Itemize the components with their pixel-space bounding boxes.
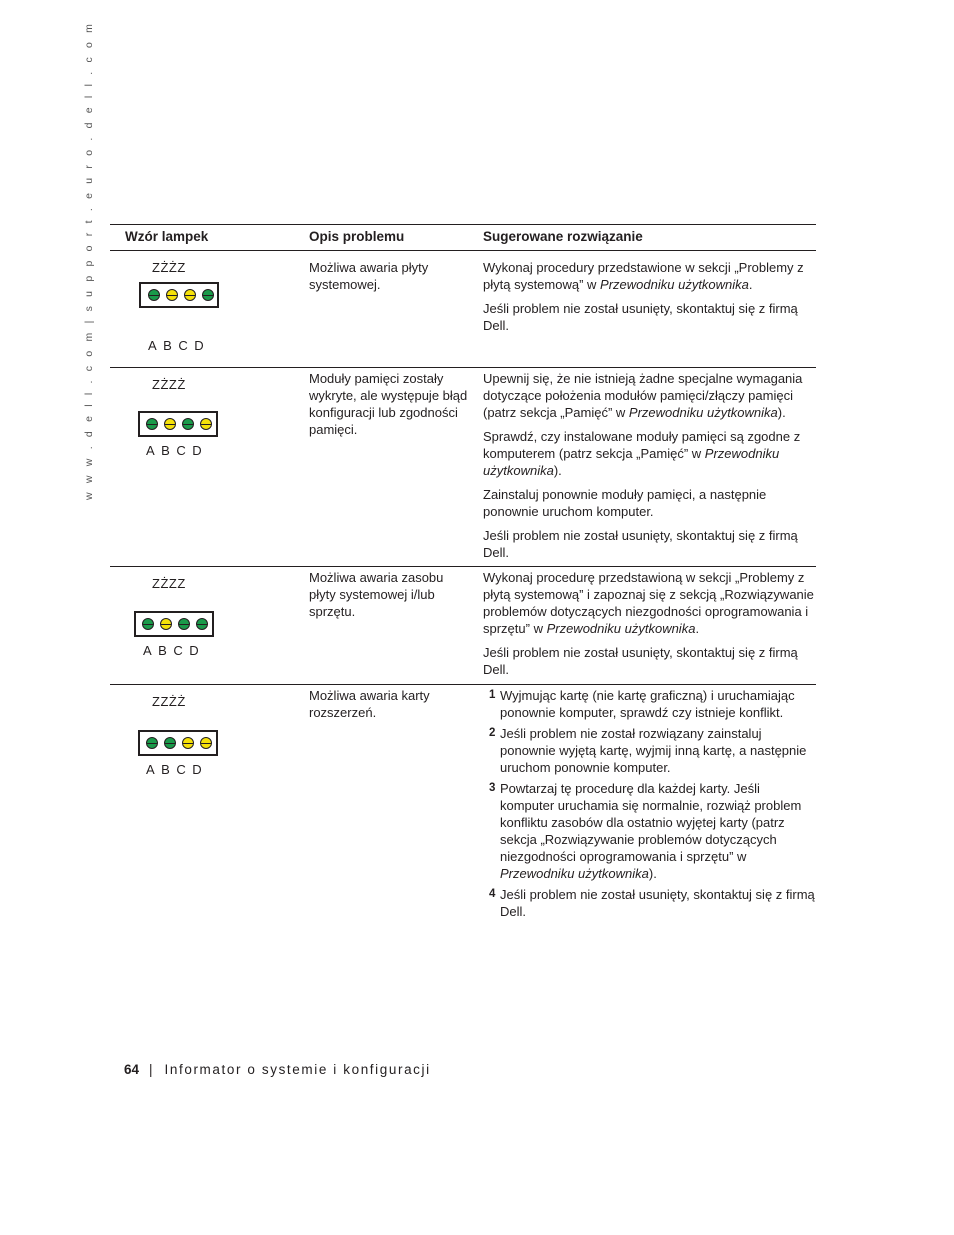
solution-paragraph: Jeśli problem nie został usunięty, skontaktuj się z firmą Dell.	[483, 528, 798, 560]
solution-text: ).	[553, 463, 562, 478]
light-d-icon	[200, 418, 212, 430]
light-a-icon	[148, 289, 160, 301]
light-c-icon	[184, 289, 196, 301]
step-number: 4	[489, 888, 496, 900]
light-letters: ABCD	[146, 443, 209, 458]
solution-text: ).	[777, 405, 786, 420]
step-text: Jeśli problem nie został rozwiązany zainstaluj ponownie wyjętą kartę, wyjmij inną kartę, a następnie uruchom ponownie komputer.	[500, 726, 807, 775]
problem-description: Możliwa awaria zasobu płyty systemowej i/lub sprzętu.	[309, 570, 444, 619]
step-text: Wyjmując kartę (nie kartę graficzną) i uruchamiając ponownie komputer, sprawdź czy istnieje konflikt.	[500, 688, 795, 720]
light-c-icon	[178, 618, 190, 630]
diagnostic-lights	[138, 411, 218, 437]
light-letters: ABCD	[143, 643, 206, 658]
solution-step	[483, 687, 816, 721]
light-d-icon	[200, 737, 212, 749]
header-problem-description: Opis problemu	[309, 229, 405, 244]
light-a-icon	[142, 618, 154, 630]
table-row	[110, 685, 816, 935]
header-suggested-solution: Sugerowane rozwiązanie	[483, 229, 643, 244]
diagnostic-lights	[139, 282, 219, 308]
table-header	[110, 224, 816, 251]
light-letters: ABCD	[148, 338, 211, 353]
light-d-icon	[202, 289, 214, 301]
header-light-pattern: Wzór lampek	[125, 229, 209, 244]
suggested-solution	[483, 569, 816, 685]
solution-paragraph	[483, 259, 816, 293]
guide-reference: Przewodniku użytkownika	[628, 405, 778, 420]
step-number: 2	[489, 727, 496, 739]
solution-step	[483, 780, 816, 882]
suggested-solution	[483, 687, 816, 924]
light-c-icon	[182, 737, 194, 749]
suggested-solution	[483, 370, 816, 568]
solution-paragraph	[483, 428, 816, 479]
light-a-icon	[146, 737, 158, 749]
light-code: ZŻZŻ	[152, 377, 186, 392]
light-b-icon	[166, 289, 178, 301]
step-text: Powtarzaj tę procedurę dla każdej karty. Jeśli komputer uruchamia się normalnie, rozwiąż problem konfliktu zasobów dla ostatnio wyjętej karty (patrz sekcja „Rozwiązywanie problemów dotyczących niezgodności oprogramowania i sprzętu” w	[500, 781, 802, 864]
solution-text: Upewnij się, że nie istnieją żadne specjalne wymagania dotyczące położenia modułów pamięci/złączy pamięci (patrz sekcja „Pamięć” w	[483, 371, 803, 420]
table-row	[110, 251, 816, 368]
problem-description: Moduły pamięci zostały wykryte, ale występuje błąd konfiguracji lub zgodności pamięci.	[309, 371, 468, 437]
guide-reference: Przewodniku użytkownika	[600, 277, 749, 292]
footer-separator: |	[149, 1062, 153, 1077]
step-number: 1	[489, 689, 496, 701]
light-a-icon	[146, 418, 158, 430]
light-d-icon	[196, 618, 208, 630]
light-b-icon	[164, 737, 176, 749]
solution-paragraph	[483, 569, 816, 637]
guide-reference: Przewodniku użytkownika	[483, 446, 780, 478]
step-text: ).	[648, 866, 657, 881]
footer-title: Informator o systemie i konfiguracji	[164, 1062, 431, 1077]
light-code: ZŻŻZ	[152, 260, 186, 275]
diagnostic-lights	[134, 611, 214, 637]
solution-text: Sprawdź, czy instalowane moduły pamięci są zgodne z komputerem (patrz sekcja „Pamięć” w	[483, 429, 801, 461]
suggested-solution	[483, 259, 816, 341]
guide-reference: Przewodniku użytkownika	[546, 621, 696, 636]
light-c-icon	[182, 418, 194, 430]
problem-description: Możliwa awaria karty rozszerzeń.	[309, 688, 430, 720]
light-letters: ABCD	[146, 762, 209, 777]
solution-step	[483, 725, 816, 776]
light-code: ZŻZZ	[152, 576, 186, 591]
solution-paragraph: Jeśli problem nie został usunięty, skontaktuj się z firmą Dell.	[483, 301, 798, 333]
side-url-text: w w w . d e l l . c o m | s u p p o r t . e u r o . d e l l . c o m	[83, 20, 95, 500]
light-code: ZZŻŻ	[152, 694, 186, 709]
diagnostic-lights-table	[110, 224, 816, 935]
table-row	[110, 368, 816, 567]
solution-paragraph	[483, 370, 816, 421]
table-row	[110, 567, 816, 685]
solution-step	[483, 886, 816, 920]
diagnostic-lights	[138, 730, 218, 756]
solution-text: Wykonaj procedurę przedstawioną w sekcji „Problemy z płytą systemową” i zapoznaj się z sekcją „Rozwiązywanie problemów dotyczących niezgodności oprogramowania i sprzętu” w	[483, 570, 814, 636]
step-text: Jeśli problem nie został usunięty, skontaktuj się z firmą Dell.	[500, 887, 815, 919]
step-number: 3	[489, 782, 496, 794]
solution-text: .	[748, 277, 753, 292]
guide-reference: Przewodniku użytkownika	[500, 866, 649, 881]
solution-text: .	[695, 621, 700, 636]
page-number: 64	[124, 1062, 140, 1077]
light-b-icon	[160, 618, 172, 630]
page-footer	[124, 1062, 431, 1077]
light-b-icon	[164, 418, 176, 430]
problem-description: Możliwa awaria płyty systemowej.	[309, 260, 429, 292]
solution-paragraph: Jeśli problem nie został usunięty, skontaktuj się z firmą Dell.	[483, 645, 798, 677]
solution-text: Wykonaj procedury przedstawione w sekcji „Problemy z płytą systemową” w	[483, 260, 804, 292]
solution-paragraph: Zainstaluj ponownie moduły pamięci, a następnie ponownie uruchom komputer.	[483, 487, 767, 519]
